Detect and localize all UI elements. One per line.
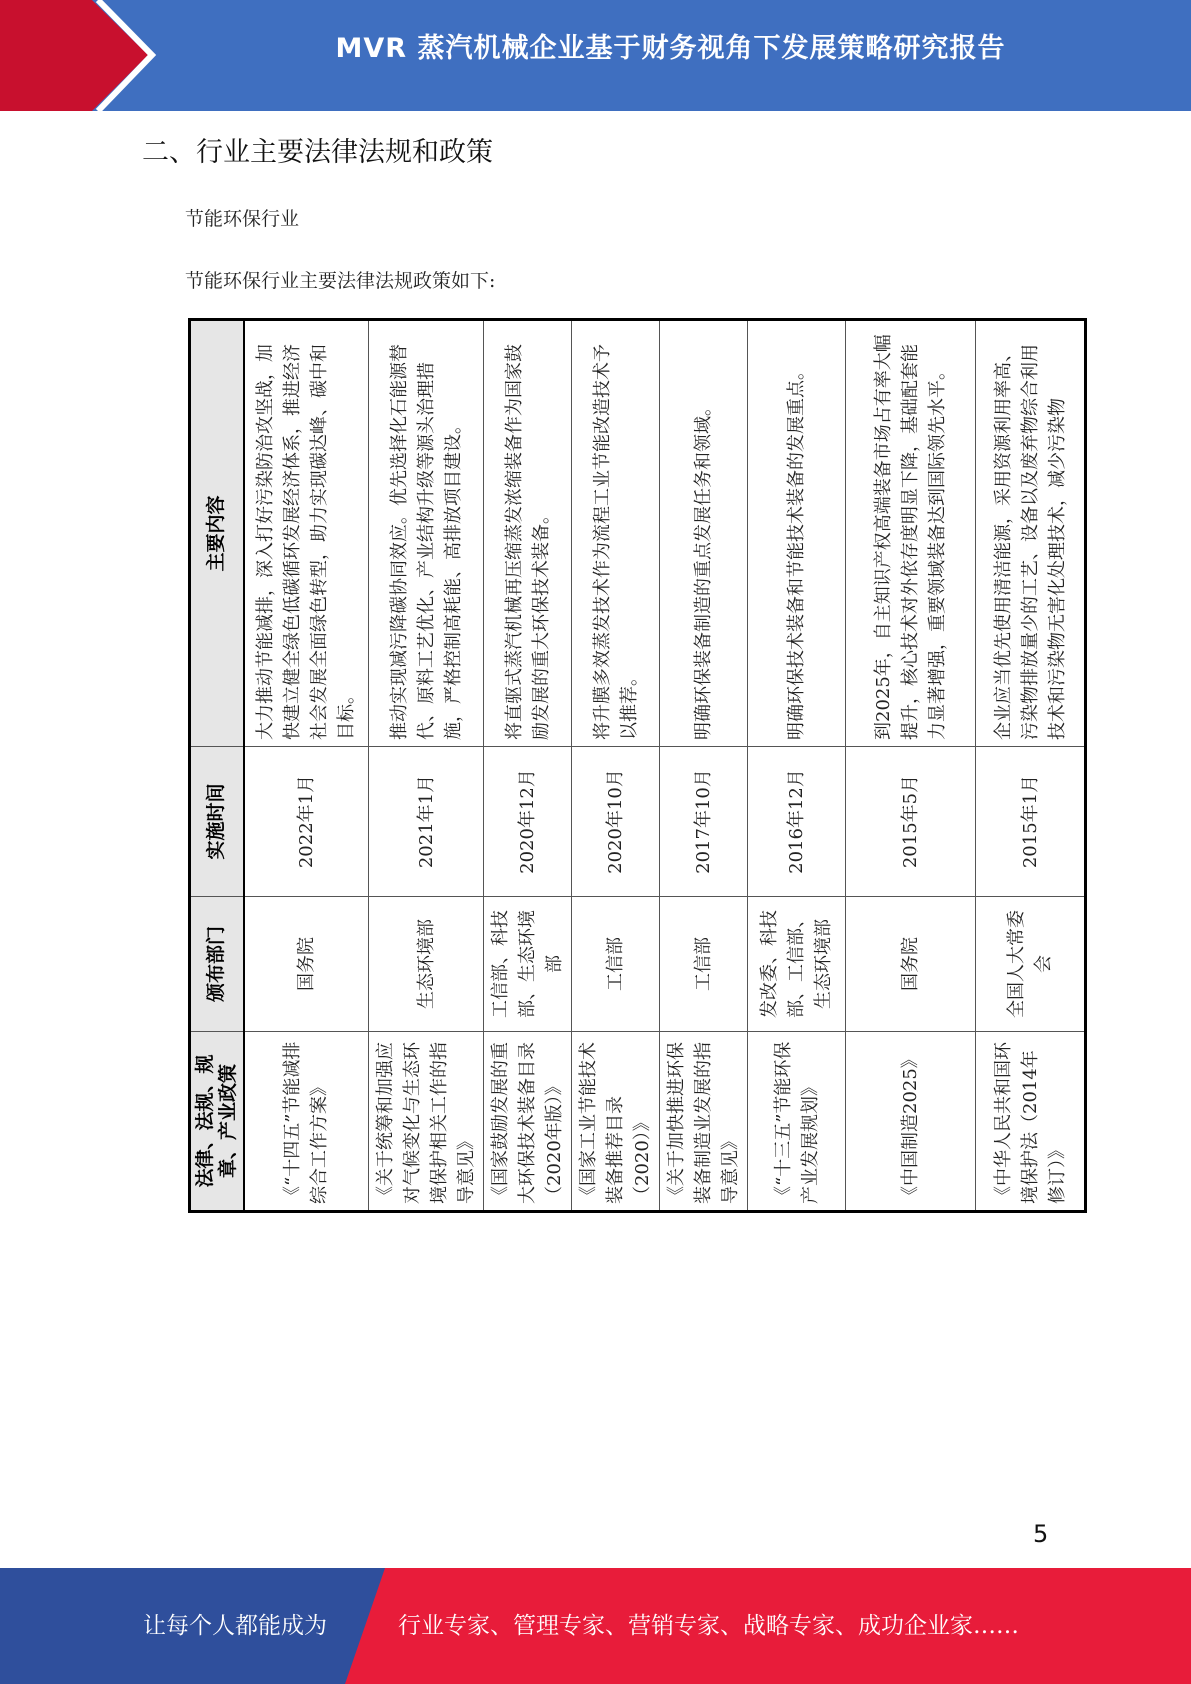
cell-content: 到2025年，自主知识产权高端装备市场占有率大幅提升，核心技术对外依存度明显下降，基础配套能力显著增强，重要领域装备达到国际领先水平。 [846,320,976,747]
table-row [484,320,572,1212]
table-row [572,320,660,1212]
cell-date: 2020年12月 [484,747,572,897]
cell-content: 企业应当优先使用清洁能源，采用资源利用率高、污染物排放量少的工艺、设备以及废弃物综合利用技术和污染物无害化处理技术，减少污染物 [976,320,1086,747]
header-content: 主要内容 [190,320,244,747]
footer-slogan-left: 让每个人都能成为 [143,1613,327,1639]
cell-content: 将直驱式蒸汽机械再压缩蒸发浓缩装备作为国家鼓励发展的重大环保技术装备。 [484,320,572,747]
table-row [660,320,748,1212]
page-header [0,0,1191,111]
page-footer [0,1568,1191,1684]
table-row [748,320,846,1212]
industry-label: 节能环保行业 [185,208,300,230]
policy-table-container [188,321,1068,1213]
cell-date: 2022年1月 [244,747,369,897]
intro-text: 节能环保行业主要法律法规政策如下: [185,270,496,292]
cell-content: 推动实现减污降碳协同效应。优先选择化石能源替代、原料工艺优化、产业结构升级等源头治理措施，严格控制高耗能、高排放项目建设。 [369,320,484,747]
cell-name: 《“十四五”节能减排综合工作方案》 [244,1032,369,1212]
cell-content: 将升膜多效蒸发技术作为流程工业节能改造技术予以推荐。 [572,320,660,747]
cell-date: 2020年10月 [572,747,660,897]
cell-name: 《国家工业节能技术装备推荐目录（2020）》 [572,1032,660,1212]
cell-dept: 工信部 [660,897,748,1032]
cell-content: 明确环保技术装备和节能技术装备的发展重点。 [748,320,846,747]
table-row [369,320,484,1212]
cell-content: 明确环保装备制造的重点发展任务和领域。 [660,320,748,747]
cell-date: 2015年5月 [846,747,976,897]
table-row [846,320,976,1212]
header-date: 实施时间 [190,747,244,897]
cell-dept: 国务院 [244,897,369,1032]
policy-table [188,318,1087,1213]
cell-date: 2017年10月 [660,747,748,897]
cell-name: 《关于统筹和加强应对气候变化与生态环境保护相关工作的指导意见》 [369,1032,484,1212]
cell-dept: 工信部 [572,897,660,1032]
cell-name: 《中华人民共和国环境保护法（2014年修订）》 [976,1032,1086,1212]
cell-name: 《关于加快推进环保装备制造业发展的指导意见》 [660,1032,748,1212]
cell-dept: 工信部、科技部、生态环境部 [484,897,572,1032]
report-title: MVR 蒸汽机械企业基于财务视角下发展策略研究报告 [335,33,1006,64]
cell-dept: 发改委、科技部、工信部、生态环境部 [748,897,846,1032]
cell-dept: 全国人大常委会 [976,897,1086,1032]
cell-name: 《中国制造2025》 [846,1032,976,1212]
cell-date: 2016年12月 [748,747,846,897]
cell-content: 大力推动节能减排，深入打好污染防治攻坚战，加快建立健全绿色低碳循环发展经济体系，推进经济社会发展全面绿色转型，助力实现碳达峰、碳中和目标。 [244,320,369,747]
page-number: 5 [1033,1520,1049,1548]
cell-date: 2015年1月 [976,747,1086,897]
cell-name: 《国家鼓励发展的重大环保技术装备目录（2020年版）》 [484,1032,572,1212]
header-name: 法律、法规、规章、产业政策 [190,1032,244,1212]
cell-dept: 生态环境部 [369,897,484,1032]
cell-name: 《“十三五”节能环保产业发展规划》 [748,1032,846,1212]
cell-date: 2021年1月 [369,747,484,897]
section-title: 二、行业主要法律法规和政策 [142,137,493,168]
table-row [976,320,1086,1212]
cell-dept: 国务院 [846,897,976,1032]
table-row [244,320,369,1212]
footer-slogan-right: 行业专家、管理专家、营销专家、战略专家、成功企业家…… [398,1613,1019,1639]
header-dept: 颁布部门 [190,897,244,1032]
